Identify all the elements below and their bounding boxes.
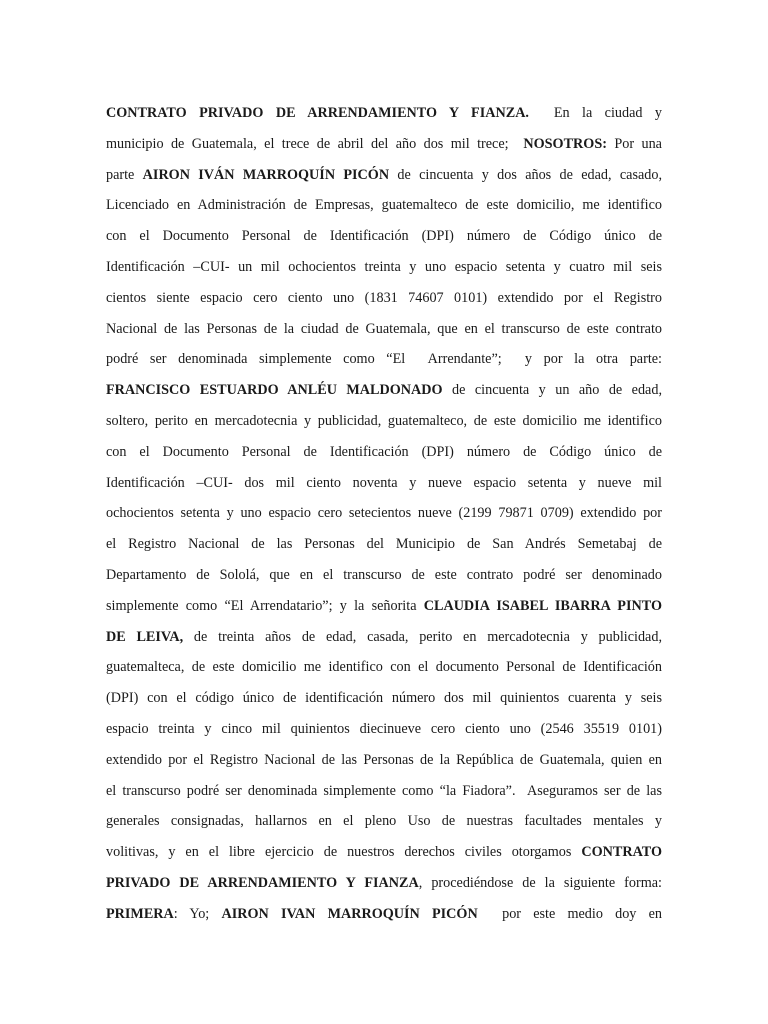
text-segment: Identificación –CUI- un mil ochocientos treinta y uno espacio setenta y cuatro mil seis xyxy=(106,258,662,275)
text-segment: de cincuenta y un año de edad, xyxy=(442,382,662,399)
text-line xyxy=(106,683,662,714)
text-segment: volitivas, y en el libre ejercicio de nuestros derechos civiles otorgamos xyxy=(106,844,582,861)
text-segment: parte xyxy=(106,166,143,183)
bold-text-segment: AIRON IVAN MARROQUÍN PICÓN xyxy=(221,905,478,922)
text-segment: con el Documento Personal de Identificación (DPI) número de Código único de xyxy=(106,443,662,460)
text-segment: cientos siente espacio cero ciento uno (1831 74607 0101) extendido por el Registro xyxy=(106,289,662,306)
bold-text-segment: PRIVADO DE ARRENDAMIENTO Y FIANZA xyxy=(106,874,419,891)
text-line xyxy=(106,468,662,499)
text-line xyxy=(106,498,662,529)
text-line xyxy=(106,314,662,345)
text-line xyxy=(106,529,662,560)
text-segment: extendido por el Registro Nacional de las Personas de la República de Guatemala, quien en xyxy=(106,751,662,768)
text-line xyxy=(106,745,662,776)
text-segment: espacio treinta y cinco mil quinientos diecinueve cero ciento uno (2546 35519 0101) xyxy=(106,720,662,737)
text-line xyxy=(106,591,662,622)
text-segment: Por una xyxy=(606,135,662,152)
text-line xyxy=(106,98,662,129)
bold-text-segment: CONTRATO xyxy=(581,844,662,861)
text-segment: ochocientos setenta y uno espacio cero setecientos nueve (2199 79871 0709) extendido por xyxy=(106,505,662,522)
text-line xyxy=(106,252,662,283)
text-segment: guatemalteca, de este domicilio me identifico con el documento Personal de Identificación xyxy=(106,659,662,676)
text-line xyxy=(106,776,662,807)
bold-text-segment: CONTRATO PRIVADO DE ARRENDAMIENTO Y FIANZA. xyxy=(106,105,529,121)
text-line xyxy=(106,344,662,375)
text-line xyxy=(106,622,662,653)
text-segment: simplemente como “El Arrendatario”; y la señorita xyxy=(106,597,424,614)
text-segment: En la ciudad y xyxy=(528,105,662,121)
text-line xyxy=(106,190,662,221)
text-segment: Nacional de las Personas de la ciudad de Guatemala, que en el transcurso de este contrato xyxy=(106,320,662,337)
text-line xyxy=(106,868,662,899)
text-segment: por este medio doy en xyxy=(477,905,662,922)
text-line xyxy=(106,714,662,745)
text-line xyxy=(106,652,662,683)
text-segment: Departamento de Sololá, que en el transcurso de este contrato podré ser denominado xyxy=(106,566,662,583)
text-segment: el Registro Nacional de las Personas del Municipio de San Andrés Semetabaj de xyxy=(106,536,662,553)
text-segment: con el Documento Personal de Identificación (DPI) número de Código único de xyxy=(106,228,662,245)
text-segment: el transcurso podré ser denominada simplemente como “la Fiadora”. Aseguramos ser de las xyxy=(106,782,662,799)
text-line xyxy=(106,221,662,252)
text-line xyxy=(106,406,662,437)
text-segment: Licenciado en Administración de Empresas, guatemalteco de este domicilio, me identifico xyxy=(106,197,662,214)
bold-text-segment: AIRON IVÁN MARROQUÍN PICÓN xyxy=(142,166,390,183)
text-line xyxy=(106,899,662,930)
text-line xyxy=(106,160,662,191)
text-line xyxy=(106,283,662,314)
text-line xyxy=(106,806,662,837)
text-segment: de cincuenta y dos años de edad, casado, xyxy=(389,166,662,183)
text-line xyxy=(106,837,662,868)
bold-text-segment: NOSOTROS: xyxy=(523,135,607,152)
contract-body-text xyxy=(106,98,662,930)
text-line xyxy=(106,437,662,468)
text-line xyxy=(106,129,662,160)
text-segment: podré ser denominada simplemente como “El Arrendante”; y por la otra parte: xyxy=(106,351,662,368)
text-segment: generales consignadas, hallarnos en el pleno Uso de nuestras facultades mentales y xyxy=(106,813,662,830)
bold-text-segment: PRIMERA xyxy=(106,905,174,922)
text-segment: de treinta años de edad, casada, perito en mercadotecnia y publicidad, xyxy=(183,628,662,645)
bold-text-segment: CLAUDIA ISABEL IBARRA PINTO xyxy=(423,597,662,614)
text-segment: (DPI) con el código único de identificación número dos mil quinientos cuarenta y seis xyxy=(106,690,662,707)
text-line xyxy=(106,375,662,406)
bold-text-segment: FRANCISCO ESTUARDO ANLÉU MALDONADO xyxy=(106,382,443,399)
bold-text-segment: DE LEIVA, xyxy=(106,628,184,645)
text-line xyxy=(106,560,662,591)
text-segment: : Yo; xyxy=(173,905,222,922)
text-segment: municipio de Guatemala, el trece de abril del año dos mil trece; xyxy=(106,135,524,152)
text-segment: Identificación –CUI- dos mil ciento noventa y nueve espacio setenta y nueve mil xyxy=(106,474,662,491)
text-segment: , procediéndose de la siguiente forma: xyxy=(418,874,662,891)
text-segment: soltero, perito en mercadotecnia y publicidad, guatemalteco, de este domicilio me identifico xyxy=(106,412,662,429)
